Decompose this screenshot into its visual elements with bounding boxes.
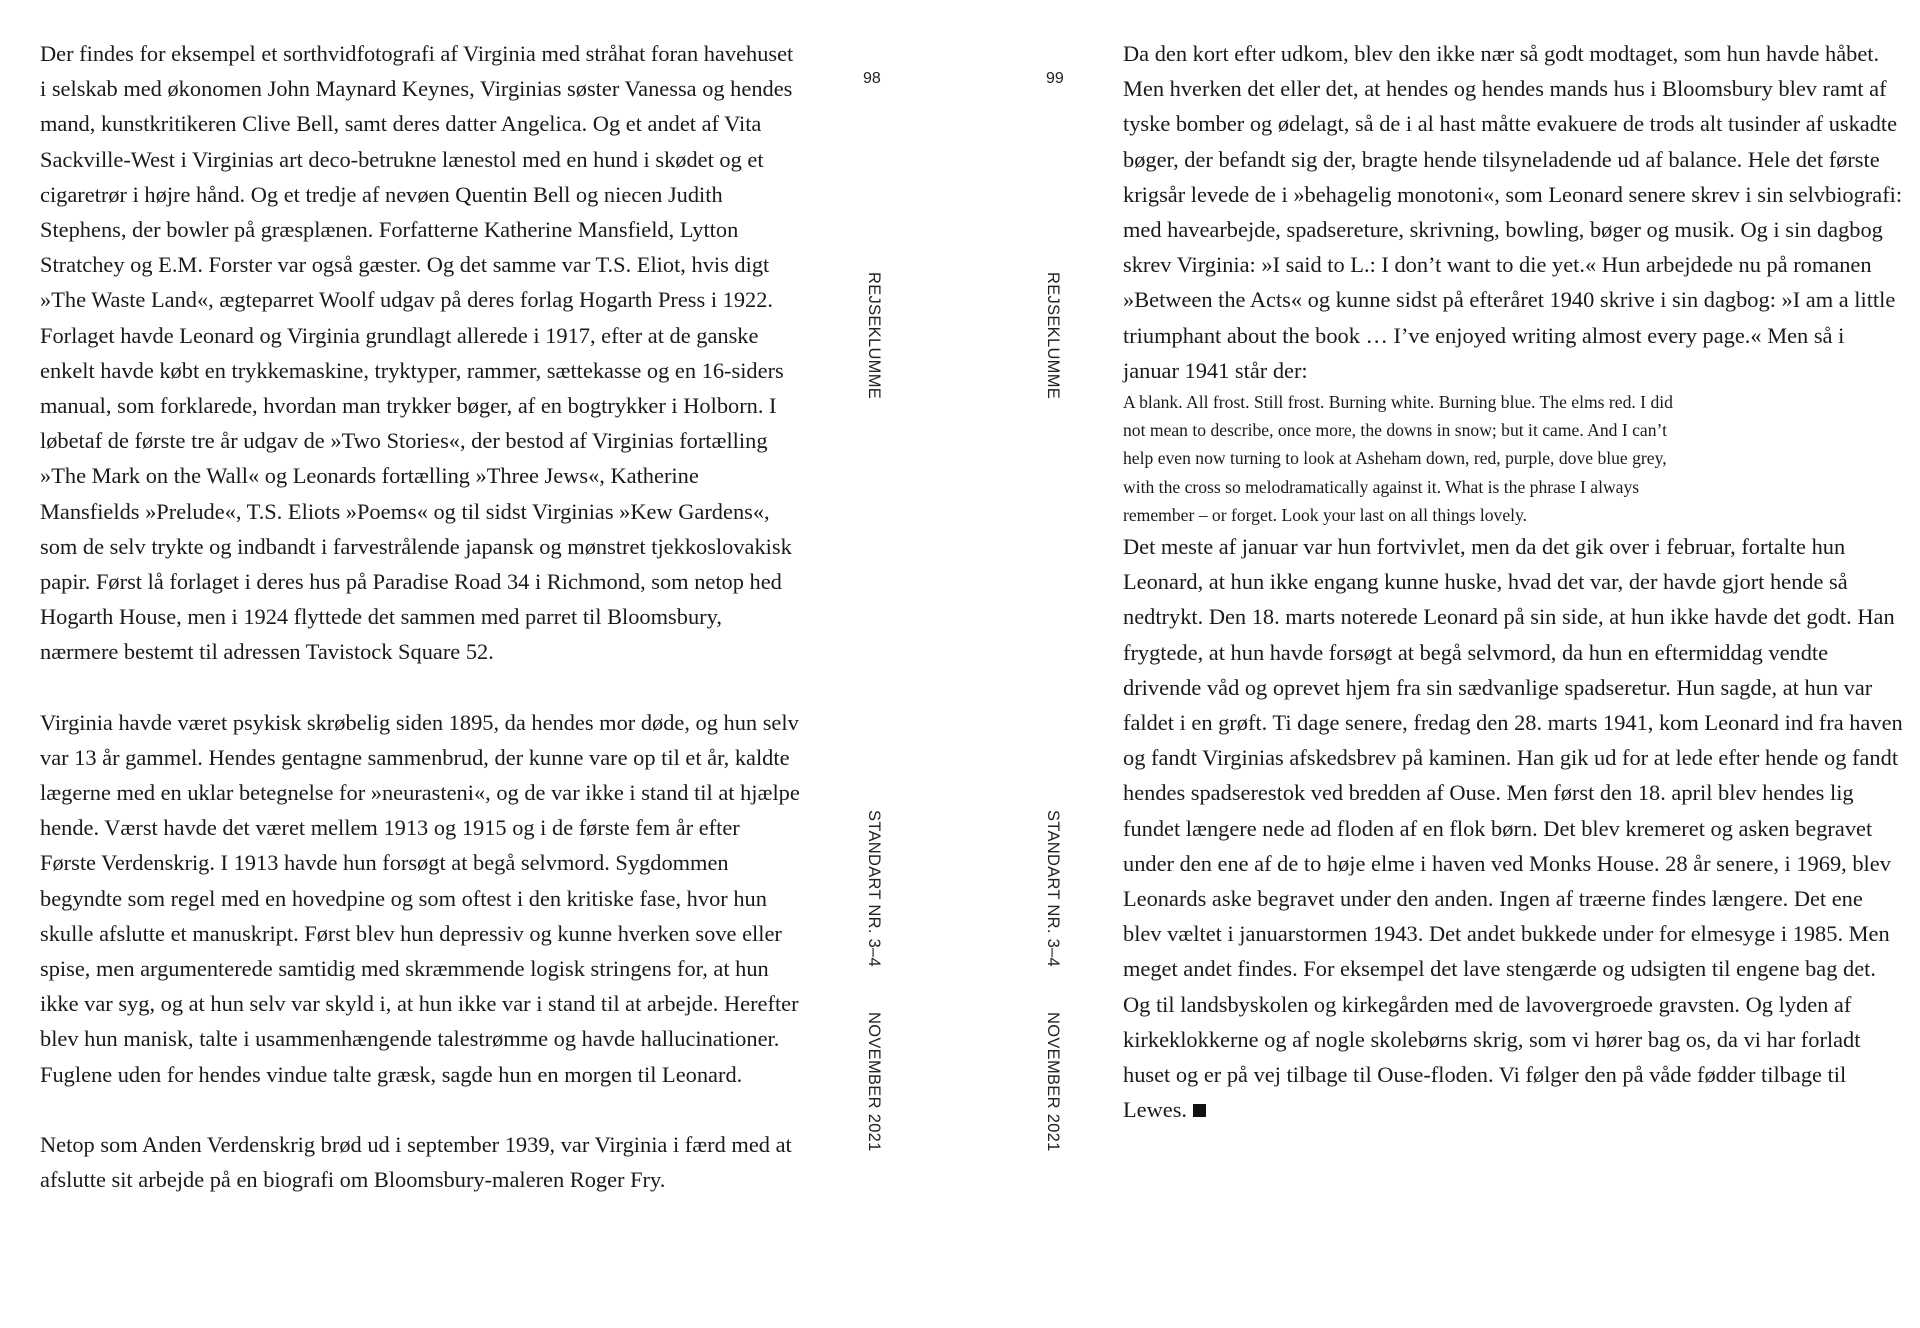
left-date-label: NOVEMBER 2021	[865, 1012, 883, 1152]
end-mark-icon	[1193, 1104, 1206, 1117]
block-quote: A blank. All frost. Still frost. Burning white. Burning blue. The elms red. I did not mean to describe, once more, the downs in snow; but it came. And I can’t help even now turning to look at Asheham down, red, purple, dove blue grey, with the cross so melodramatically against it. What is the phrase I always remember – or forget. Look your last on all things lovely.	[1123, 392, 1673, 525]
right-paragraph-1: Da den kort efter udkom, blev den ikke nær så godt modtaget, som hun havde håbet. Men hverken det eller det, at hendes og hendes mands hus i Bloomsbury blev ramt af tyske bomber og ødelagt, så de i al hast måtte evakuere de trods alt tusinder af uskadte bøger, der befandt sig der, bragte hende tilsyneladende ud af balance. Hele det første krigsår levede de i »behagelig monotoni«, som Leonard senere skrev i sin selvbiografi: med havearbejde, spadsereture, skrivning, bowling, bøger og musik. Og i sin dagbog skrev Virginia: »I said to L.: I don’t want to die yet.« Hun arbejdede nu på romanen »Between the Acts« og kunne sidst på efteråret 1940 skrive i sin dagbog: »I am a little triumphant about the book … I’ve enjoyed writing almost every page.« Men så i januar 1941 står der:	[1123, 41, 1903, 383]
right-running-head: REJSEKLUMME	[1044, 272, 1062, 400]
right-page-body	[1123, 36, 1903, 1128]
left-page-body	[40, 36, 800, 1197]
right-page-number: 99	[1046, 70, 1064, 87]
right-date-label: NOVEMBER 2021	[1044, 1012, 1062, 1152]
left-page-number: 98	[863, 70, 881, 87]
right-paragraph-2	[1123, 529, 1903, 1127]
left-paragraph-1: Der findes for eksempel et sorthvidfotografi af Virginia med stråhat foran havehuset i selskab med økonomen John Maynard Keynes, Virginias søster Vanessa og hendes mand, kunstkritikeren Clive Bell, samt deres datter Angelica. Og et andet af Vita Sackville-West i Virginias art deco-betrukne lænestol med en hund i skødet og et cigaretrør i højre hånd. Og et tredje af nevøen Quentin Bell og niecen Judith Stephens, der bowler på græsplænen. Forfatterne Katherine Mansfield, Lytton Stratchey og E.M. Forster var også gæster. Og det samme var T.S. Eliot, hvis digt »The Waste Land«, ægteparret Woolf udgav på deres forlag Hogarth Press i 1922. Forlaget havde Leonard og Virginia grundlagt allerede i 1917, efter at de ganske enkelt havde købt en trykkemaskine, tryktyper, rammer, sættekasse og en 16-siders manual, som forklarede, hvordan man trykker bøger, af en bogtrykker i Holborn. I løbetaf de første tre år udgav de »Two Stories«, der bestod af Virginias fortælling »The Mark on the Wall« og Leonards fortælling »Three Jews«, Katherine Mansfields »Prelude«, T.S. Eliots »Poems« og til sidst Virginias »Kew Gardens«, som de selv trykte og indbandt i farvestrålende japansk og mønstret tjekkoslovakisk papir. Først lå forlaget i deres hus på Paradise Road 34 i Richmond, som netop hed Hogarth House, men i 1924 flyttede det sammen med parret til Bloomsbury, nærmere bestemt til adressen Tavistock Square 52.	[40, 41, 794, 665]
left-paragraph-2: Virginia havde været psykisk skrøbelig siden 1895, da hendes mor døde, og hun selv var 13 år gammel. Hendes gentagne sammenbrud, der kunne vare op til et år, kaldte lægerne med en uklar betegnelse for »neurasteni«, og de var ikke i stand til at hjælpe hende. Værst havde det været mellem 1913 og 1915 og i de første fem år efter Første Verdenskrig. I 1913 havde hun forsøgt at begå selvmord. Sygdommen begyndte som regel med en hovedpine og som oftest i den kritiske fase, hvor hun skulle afslutte et manuskript. Først blev hun depressiv og kunne hverken sove eller spise, men argumenterede samtidig med skræmmende logisk stringens for, at hun ikke var syg, og at hun selv var skyld i, at hun ikke var i stand til at arbejde. Herefter blev hun manisk, talte i usammenhængende talestrømme og havde hallucinationer. Fuglene uden for hendes vindue talte græsk, sagde hun en morgen til Leonard.	[40, 709, 800, 1087]
left-paragraph-3: Netop som Anden Verdenskrig brød ud i september 1939, var Virginia i færd med at afslutte sit arbejde på en biografi om Bloomsbury-maleren Roger Fry.	[40, 1131, 792, 1193]
left-running-head: REJSEKLUMME	[865, 272, 883, 400]
left-issue-label: STANDART NR. 3–4	[865, 810, 883, 968]
right-paragraph-2-text: Det meste af januar var hun fortvivlet, men da det gik over i februar, fortalte hun Leonard, at hun ikke engang kunne huske, hvad det var, der havde gjort hende så nedtrykt. Den 18. marts noterede Leonard på sin side, at hun ikke havde det godt. Han frygtede, at hun havde forsøgt at begå selvmord, da hun en eftermiddag vendte drivende våd og oprevet hjem fra sin sædvanlige spadseretur. Hun sagde, at hun var faldet i en grøft. Ti dage senere, fredag den 28. marts 1941, kom Leonard ind fra haven og fandt Virginias afskedsbrev på kaminen. Han gik ud for at lede efter hende og fandt hendes spadserestok ved bredden af Ouse. Men først den 18. april blev hendes lig fundet længere nede ad floden af en flok børn. Det blev kremeret og asken begravet under den ene af de to høje elme i haven ved Monks House. 28 år senere, i 1969, blev Leonards aske begravet under den anden. Ingen af træerne findes længere. Det ene blev væltet i januarstormen 1943. Det andet bukkede under for elmesyge i 1985. Men meget andet findes. For eksempel det lave stengærde og udsigten til engene bag det. Og til landsbyskolen og kirkegården med de lavovergroede gravsten. Og lyden af kirkeklokkerne og af nogle skolebørns skrig, som vi hører bag os, da vi har forladt huset og er på vej tilbage til Ouse-floden. Vi følger den på våde fødder tilbage til Lewes.	[1123, 534, 1903, 1123]
right-issue-label: STANDART NR. 3–4	[1044, 810, 1062, 968]
